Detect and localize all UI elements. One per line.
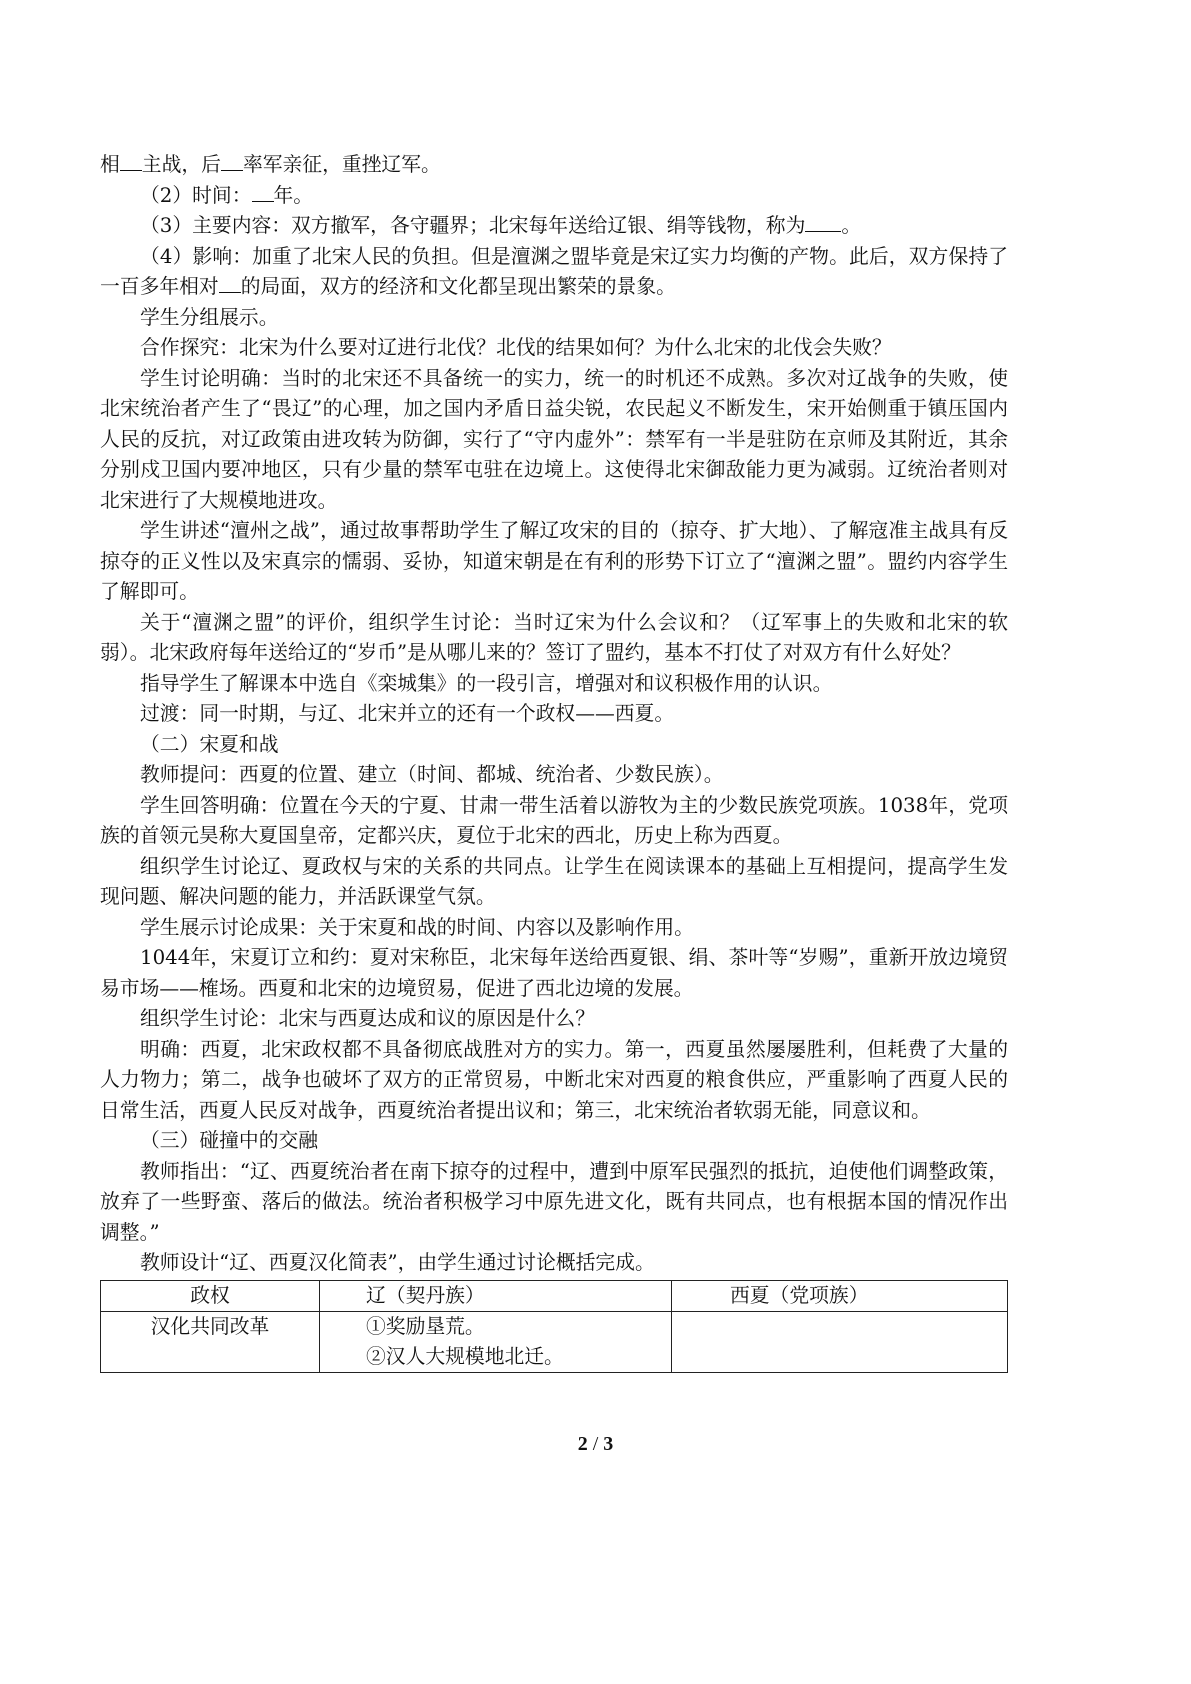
paragraph xyxy=(100,699,1008,730)
table-header-cell: 政权 xyxy=(101,1280,320,1311)
paragraph xyxy=(100,913,1008,944)
paragraph-text: 过渡：同一时期，与辽、北宋并立的还有一个政权——西夏。 xyxy=(140,702,675,725)
liao-reform-cell xyxy=(320,1311,672,1372)
paragraph-text: （3）主要内容：双方撤军，各守疆界；北宋每年送给辽银、绢等钱物，称为 xyxy=(140,214,806,237)
paragraph xyxy=(100,1035,1008,1127)
document-body xyxy=(100,150,1008,1373)
table-header-cell: 西夏（党项族） xyxy=(672,1280,1008,1311)
paragraph-text: 率军亲征，重挫辽军。 xyxy=(242,153,441,176)
paragraph-text: 学生分组展示。 xyxy=(140,305,279,329)
paragraph-text: 教师提问：西夏的位置、建立（时间、都城、统治者、少数民族）。 xyxy=(140,763,724,786)
page-separator: / xyxy=(587,1433,604,1455)
paragraph xyxy=(100,1126,1008,1157)
paragraph-text: 学生讨论明确：当时的北宋还不具备统一的实力，统一的时机还不成熟。多次对辽战争的失败，使北宋统治者产生了“畏辽”的心理，加之国内矛盾日益尖锐，农民起义不断发生，宋开始侧重于镇压国内人民的反抗，对辽政策由进攻转为防御，实行了“守内虚外”：禁军有一半是驻防在京师及其附近，其余分别戍卫国内要冲地区，只有少量的禁军屯驻在边境上。这使得北宋御敌能力更为减弱。辽统治者则对北宋进行了大规模地进攻。 xyxy=(100,366,1008,512)
paragraph-text: 主战，后 xyxy=(141,153,221,176)
xixia-reform-cell xyxy=(672,1311,1008,1372)
paragraph-text: 相 xyxy=(100,153,120,176)
table-header-row xyxy=(101,1280,1008,1311)
paragraph-text: 合作探究：北宋为什么要对辽进行北伐？北伐的结果如何？为什么北宋的北伐会失败？ xyxy=(140,336,892,359)
paragraph xyxy=(100,364,1008,517)
paragraph-text: 明确：西夏，北宋政权都不具备彻底战胜对方的实力。第一，西夏虽然屡屡胜利，但耗费了大量的人力物力；第二，战争也破坏了双方的正常贸易，中断北宋对西夏的粮食供应，严重影响了西夏人民的日常生活，西夏人民反对战争，西夏统治者提出议和；第三，北宋统治者软弱无能，同意议和。 xyxy=(100,1037,1008,1122)
paragraph xyxy=(100,150,1008,181)
paragraph-text: 关于“澶渊之盟”的评价，组织学生讨论：当时辽宋为什么会议和？（辽军事上的失败和北宋的软弱）。北宋政府每年送给辽的“岁币”是从哪儿来的？签订了盟约，基本不打仗了对双方有什么好处？ xyxy=(100,610,1008,664)
page-current: 2 xyxy=(577,1433,588,1455)
paragraph xyxy=(100,242,1008,303)
paragraph-text: 学生展示讨论成果：关于宋夏和战的时间、内容以及影响作用。 xyxy=(140,915,694,939)
paragraph xyxy=(100,791,1008,852)
paragraph-text: （2）时间： xyxy=(140,183,252,207)
table-row xyxy=(101,1311,1008,1372)
paragraph xyxy=(100,943,1008,1004)
paragraph-text: 年。 xyxy=(273,183,314,207)
paragraph-text: 1044年，宋夏订立和约：夏对宋称臣，北宋每年送给西夏银、绢、茶叶等“岁赐”，重新开放边境贸易市场——榷场。西夏和北宋的边境贸易，促进了西北边境的发展。 xyxy=(100,946,1008,1000)
paragraph-text: 学生讲述“澶州之战”，通过故事帮助学生了解辽攻宋的目的（掠夺、扩大地）、了解寇准主战具有反掠夺的正义性以及宋真宗的懦弱、妥协，知道宋朝是在有利的形势下订立了“澶渊之盟”。盟约内容学生了解即可。 xyxy=(100,519,1008,603)
table-header-cell: 辽（契丹族） xyxy=(320,1280,672,1311)
fill-in-blank xyxy=(252,183,274,202)
paragraph xyxy=(100,1248,1008,1279)
fill-in-blank xyxy=(219,274,241,293)
page-number xyxy=(0,1433,1191,1456)
fill-in-blank xyxy=(221,152,243,171)
paragraph xyxy=(100,852,1008,913)
paragraph-text: 教师设计“辽、西夏汉化简表”，由学生通过讨论概括完成。 xyxy=(140,1251,655,1274)
paragraph-text: 组织学生讨论：北宋与西夏达成和议的原因是什么？ xyxy=(140,1007,595,1030)
paragraph xyxy=(100,608,1008,669)
fill-in-blank xyxy=(805,213,841,232)
paragraph xyxy=(100,669,1008,700)
paragraph xyxy=(100,730,1008,761)
paragraph-text: 学生回答明确：位置在今天的宁夏、甘肃一带生活着以游牧为主的少数民族党项族。1038年，党项族的首领元昊称大夏国皇帝，定都兴庆，夏位于北宋的西北，历史上称为西夏。 xyxy=(100,793,1008,847)
sinicization-table xyxy=(100,1280,1008,1373)
paragraph xyxy=(100,760,1008,791)
paragraph-text: （4）影响：加重了北宋人民的负担。但是澶渊之盟毕竟是宋辽实力均衡的产物。此后，双方保持了一百多年相对 xyxy=(100,244,1008,298)
paragraph-text: 组织学生讨论辽、夏政权与宋的关系的共同点。让学生在阅读课本的基础上互相提问，提高学生发现问题、解决问题的能力，并活跃课堂气氛。 xyxy=(100,854,1008,908)
page-total: 3 xyxy=(603,1433,614,1455)
paragraph xyxy=(100,211,1008,242)
paragraph xyxy=(100,333,1008,364)
paragraph-text: （二）宋夏和战 xyxy=(140,732,279,756)
table-row-label: 汉化共同改革 xyxy=(101,1311,320,1372)
paragraph xyxy=(100,303,1008,334)
fill-in-blank xyxy=(120,152,142,171)
paragraph-text: （三）碰撞中的交融 xyxy=(140,1129,319,1152)
paragraph-text: 指导学生了解课本中选自《栾城集》的一段引言，增强对和议积极作用的认识。 xyxy=(140,671,833,695)
paragraph xyxy=(100,1004,1008,1035)
paragraph-text: 。 xyxy=(841,214,862,237)
list-item: ①奖励垦荒。 xyxy=(366,1314,485,1338)
paragraph xyxy=(100,1157,1008,1249)
list-item: ②汉人大规模地北迁。 xyxy=(366,1344,564,1368)
paragraph xyxy=(100,516,1008,608)
paragraph-text: 教师指出：“辽、西夏统治者在南下掠夺的过程中，遭到中原军民强烈的抵抗，迫使他们调整政策，放弃了一些野蛮、落后的做法。统治者积极学习中原先进文化，既有共同点，也有根据本国的情况作出调整。” xyxy=(100,1159,1008,1244)
paragraph xyxy=(100,181,1008,212)
paragraph-text: 的局面，双方的经济和文化都呈现出繁荣的景象。 xyxy=(240,275,676,298)
